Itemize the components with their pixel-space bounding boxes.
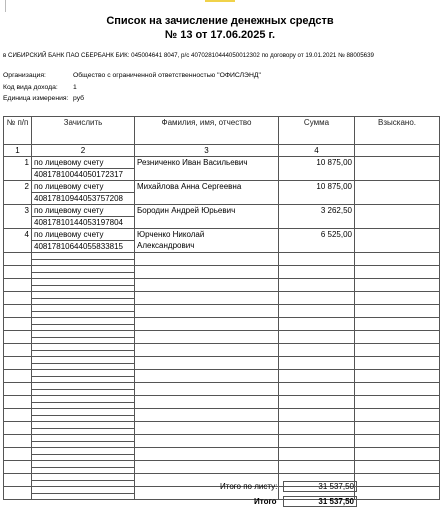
employee-name: Юрченко Николай	[137, 230, 205, 239]
empty-cell	[355, 474, 440, 487]
column-header: Фамилия, имя, отчество	[135, 117, 279, 145]
empty-cell	[4, 448, 32, 461]
empty-cell	[135, 435, 279, 448]
empty-cell	[355, 370, 440, 383]
empty-cell	[4, 357, 32, 370]
empty-cell	[279, 383, 355, 396]
empty-cell	[135, 409, 279, 422]
empty-row	[4, 409, 440, 422]
empty-cell	[135, 279, 279, 292]
account-number: 40817810944053757208	[32, 192, 134, 204]
amount-cell: 10 875,00	[279, 181, 355, 205]
empty-cell	[279, 253, 355, 266]
empty-cell	[135, 357, 279, 370]
credit-cell	[32, 229, 135, 253]
empty-cell	[355, 279, 440, 292]
empty-cell	[355, 448, 440, 461]
empty-cell	[135, 396, 279, 409]
empty-row	[4, 396, 440, 409]
credit-type: по лицевому счету	[34, 182, 104, 191]
page-total-value: 31 537,50	[283, 481, 357, 492]
empty-row	[4, 266, 440, 279]
empty-cell	[32, 305, 135, 318]
amount-cell: 3 262,50	[279, 205, 355, 229]
empty-cell	[32, 396, 135, 409]
empty-cell	[355, 318, 440, 331]
grand-total-value: 31 537,50	[283, 496, 357, 507]
employee-name-cont: Александрович	[137, 241, 195, 250]
empty-cell	[355, 422, 440, 435]
empty-cell	[355, 357, 440, 370]
empty-row	[4, 331, 440, 344]
empty-row	[4, 318, 440, 331]
empty-cell	[279, 409, 355, 422]
empty-cell	[32, 435, 135, 448]
empty-cell	[4, 396, 32, 409]
empty-cell	[4, 487, 32, 500]
income-code-value: 1	[73, 84, 77, 91]
empty-cell	[4, 279, 32, 292]
empty-cell	[32, 422, 135, 435]
name-cell	[135, 205, 279, 229]
empty-row	[4, 305, 440, 318]
empty-cell	[135, 292, 279, 305]
column-number	[355, 145, 440, 157]
empty-row	[4, 253, 440, 266]
empty-cell	[32, 357, 135, 370]
empty-cell	[279, 396, 355, 409]
empty-cell	[135, 461, 279, 474]
credit-type: по лицевому счету	[34, 206, 104, 215]
empty-cell	[135, 305, 279, 318]
empty-cell	[135, 266, 279, 279]
account-number: 40817810144053197804	[32, 216, 134, 228]
column-header: Зачислить	[32, 117, 135, 145]
empty-cell	[355, 461, 440, 474]
amount-cell: 6 525,00	[279, 229, 355, 253]
empty-cell	[135, 370, 279, 383]
page-corner-mark	[0, 0, 6, 12]
empty-cell	[32, 279, 135, 292]
credit-cell	[32, 205, 135, 229]
empty-cell	[4, 266, 32, 279]
empty-cell	[355, 409, 440, 422]
empty-row	[4, 357, 440, 370]
empty-cell	[279, 279, 355, 292]
bank-details: в СИБИРСКИЙ БАНК ПАО СБЕРБАНК БИК: 045004641 8047, р/с 40702810444050012302 по договору от 19.01.2021 № 88005639	[3, 52, 374, 59]
empty-cell	[135, 448, 279, 461]
empty-cell	[32, 344, 135, 357]
empty-cell	[32, 409, 135, 422]
empty-row	[4, 370, 440, 383]
empty-cell	[4, 292, 32, 305]
empty-cell	[355, 344, 440, 357]
empty-cell	[135, 318, 279, 331]
employee-name: Бородин Андрей Юрьевич	[137, 206, 236, 215]
income-code-label: Код вида дохода:	[3, 84, 58, 91]
empty-cell	[32, 253, 135, 266]
empty-cell	[32, 474, 135, 487]
empty-cell	[135, 422, 279, 435]
column-header: Взыскано.	[355, 117, 440, 145]
table-row	[4, 181, 440, 205]
empty-cell	[4, 435, 32, 448]
empty-cell	[4, 383, 32, 396]
org-label: Организация:	[3, 72, 46, 79]
empty-cell	[279, 448, 355, 461]
table-row	[4, 157, 440, 181]
grand-total-label: Итого	[254, 497, 277, 506]
empty-cell	[4, 253, 32, 266]
page-total-label: Итого по листу:	[220, 482, 278, 491]
empty-cell	[279, 344, 355, 357]
column-header: № п/п	[4, 117, 32, 145]
column-number: 2	[32, 145, 135, 157]
empty-cell	[32, 448, 135, 461]
empty-cell	[355, 292, 440, 305]
empty-row	[4, 435, 440, 448]
table-row	[4, 229, 440, 253]
empty-cell	[135, 253, 279, 266]
empty-cell	[355, 331, 440, 344]
empty-cell	[279, 370, 355, 383]
empty-cell	[4, 318, 32, 331]
empty-row	[4, 292, 440, 305]
empty-cell	[279, 331, 355, 344]
column-header: Сумма	[279, 117, 355, 145]
empty-cell	[4, 344, 32, 357]
recovered-cell	[355, 157, 440, 181]
empty-cell	[32, 331, 135, 344]
name-cell	[135, 229, 279, 253]
payment-table	[3, 116, 440, 500]
empty-cell	[355, 383, 440, 396]
empty-cell	[4, 331, 32, 344]
empty-cell	[279, 435, 355, 448]
row-number: 4	[4, 229, 32, 253]
empty-row	[4, 461, 440, 474]
empty-cell	[32, 370, 135, 383]
column-number: 4	[279, 145, 355, 157]
page-top-marker	[205, 0, 235, 2]
empty-cell	[4, 305, 32, 318]
name-cell	[135, 181, 279, 205]
table-header-row	[4, 117, 440, 145]
empty-row	[4, 344, 440, 357]
account-number: 40817810644055833815	[32, 240, 134, 252]
document-number: № 13 от 17.06.2025 г.	[164, 29, 276, 41]
empty-cell	[32, 266, 135, 279]
empty-cell	[355, 253, 440, 266]
empty-cell	[32, 461, 135, 474]
empty-cell	[279, 305, 355, 318]
column-number-row	[4, 145, 440, 157]
empty-cell	[32, 318, 135, 331]
empty-cell	[4, 461, 32, 474]
name-cell	[135, 157, 279, 181]
credit-type: по лицевому счету	[34, 158, 104, 167]
empty-cell	[279, 461, 355, 474]
credit-cell	[32, 181, 135, 205]
empty-cell	[355, 435, 440, 448]
recovered-cell	[355, 229, 440, 253]
empty-row	[4, 422, 440, 435]
empty-cell	[135, 344, 279, 357]
empty-cell	[355, 305, 440, 318]
empty-cell	[32, 487, 135, 500]
empty-cell	[279, 266, 355, 279]
employee-name: Михайлова Анна Сергеевна	[137, 182, 242, 191]
empty-cell	[135, 331, 279, 344]
empty-cell	[355, 396, 440, 409]
empty-row	[4, 279, 440, 292]
credit-type: по лицевому счету	[34, 230, 104, 239]
empty-cell	[32, 292, 135, 305]
empty-cell	[279, 292, 355, 305]
empty-cell	[135, 383, 279, 396]
amount-cell: 10 875,00	[279, 157, 355, 181]
empty-row	[4, 383, 440, 396]
row-number: 3	[4, 205, 32, 229]
empty-cell	[4, 409, 32, 422]
row-number: 2	[4, 181, 32, 205]
empty-cell	[355, 266, 440, 279]
recovered-cell	[355, 181, 440, 205]
account-number: 40817810044050172317	[32, 168, 134, 180]
unit-value: руб	[73, 95, 85, 102]
employee-name: Резниченко Иван Васильевич	[137, 158, 248, 167]
empty-cell	[279, 357, 355, 370]
table-row	[4, 205, 440, 229]
recovered-cell	[355, 205, 440, 229]
empty-cell	[4, 370, 32, 383]
empty-row	[4, 448, 440, 461]
credit-cell	[32, 157, 135, 181]
org-value: Общество с ограниченной ответственностью "ОФИСЛЭНД"	[73, 72, 261, 79]
empty-cell	[4, 474, 32, 487]
empty-cell	[279, 318, 355, 331]
document-title: Список на зачисление денежных средств	[106, 15, 334, 27]
unit-label: Единица измерения:	[3, 95, 69, 102]
column-number: 3	[135, 145, 279, 157]
empty-cell	[355, 487, 440, 500]
empty-cell	[4, 422, 32, 435]
empty-cell	[279, 422, 355, 435]
column-number: 1	[4, 145, 32, 157]
empty-cell	[32, 383, 135, 396]
row-number: 1	[4, 157, 32, 181]
